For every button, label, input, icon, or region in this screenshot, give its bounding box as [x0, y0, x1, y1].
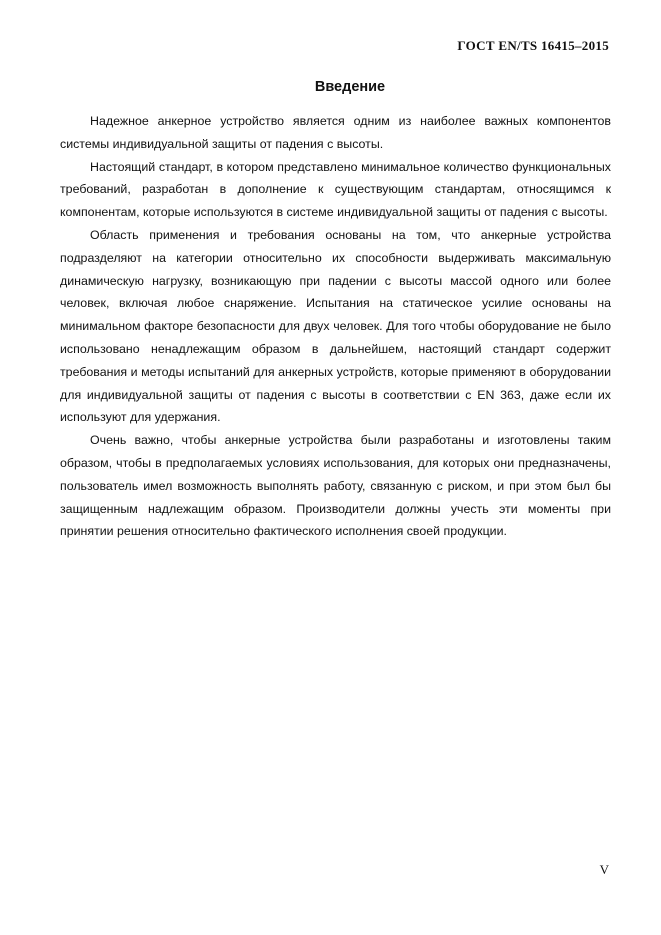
- paragraph-2: Настоящий стандарт, в котором представлено минимальное количество функциональных требований, разработан в дополнение к существующим стандартам, относящимся к компонентам, которые используются в системе индивидуальной защиты от падения с высоты.: [60, 159, 611, 220]
- paragraph-3: Область применения и требования основаны на том, что анкерные устройства подразделяют на категории относительно их способности выдерживать максимальную динамическую нагрузку, возникающую при падении с высоты массой одного или более человек, включая любое снаряжение. Испытания на статическое усилие основаны на минимальном факторе безопасности для двух человек. Для того чтобы оборудование не было использовано ненадлежащим образом в дальнейшем, настоящий стандарт содержит требования и методы испытаний для анкерных устройств, которые применяют в оборудовании для индивидуальной защиты от падения с высоты в соответствии с EN 363, даже если их используют для удержания.: [60, 227, 611, 425]
- document-code: ГОСТ EN/TS 16415–2015: [457, 38, 609, 53]
- body-text: [60, 110, 611, 543]
- page-number: V: [599, 862, 609, 877]
- paragraph-1: Надежное анкерное устройство является одним из наиболее важных компонентов системы индивидуальной защиты от падения с высоты.: [60, 114, 611, 151]
- page-title: Введение: [314, 79, 386, 95]
- paragraph-4: Очень важно, чтобы анкерные устройства были разработаны и изготовлены таким образом, чтобы в предполагаемых условиях использования, для которых они предназначены, пользователь имел возможность выполнять работу, связанную с риском, и при этом был бы защищенным надлежащим образом. Производители должны учесть эти моменты при принятии решения относительно фактического исполнения своей продукции.: [60, 433, 611, 539]
